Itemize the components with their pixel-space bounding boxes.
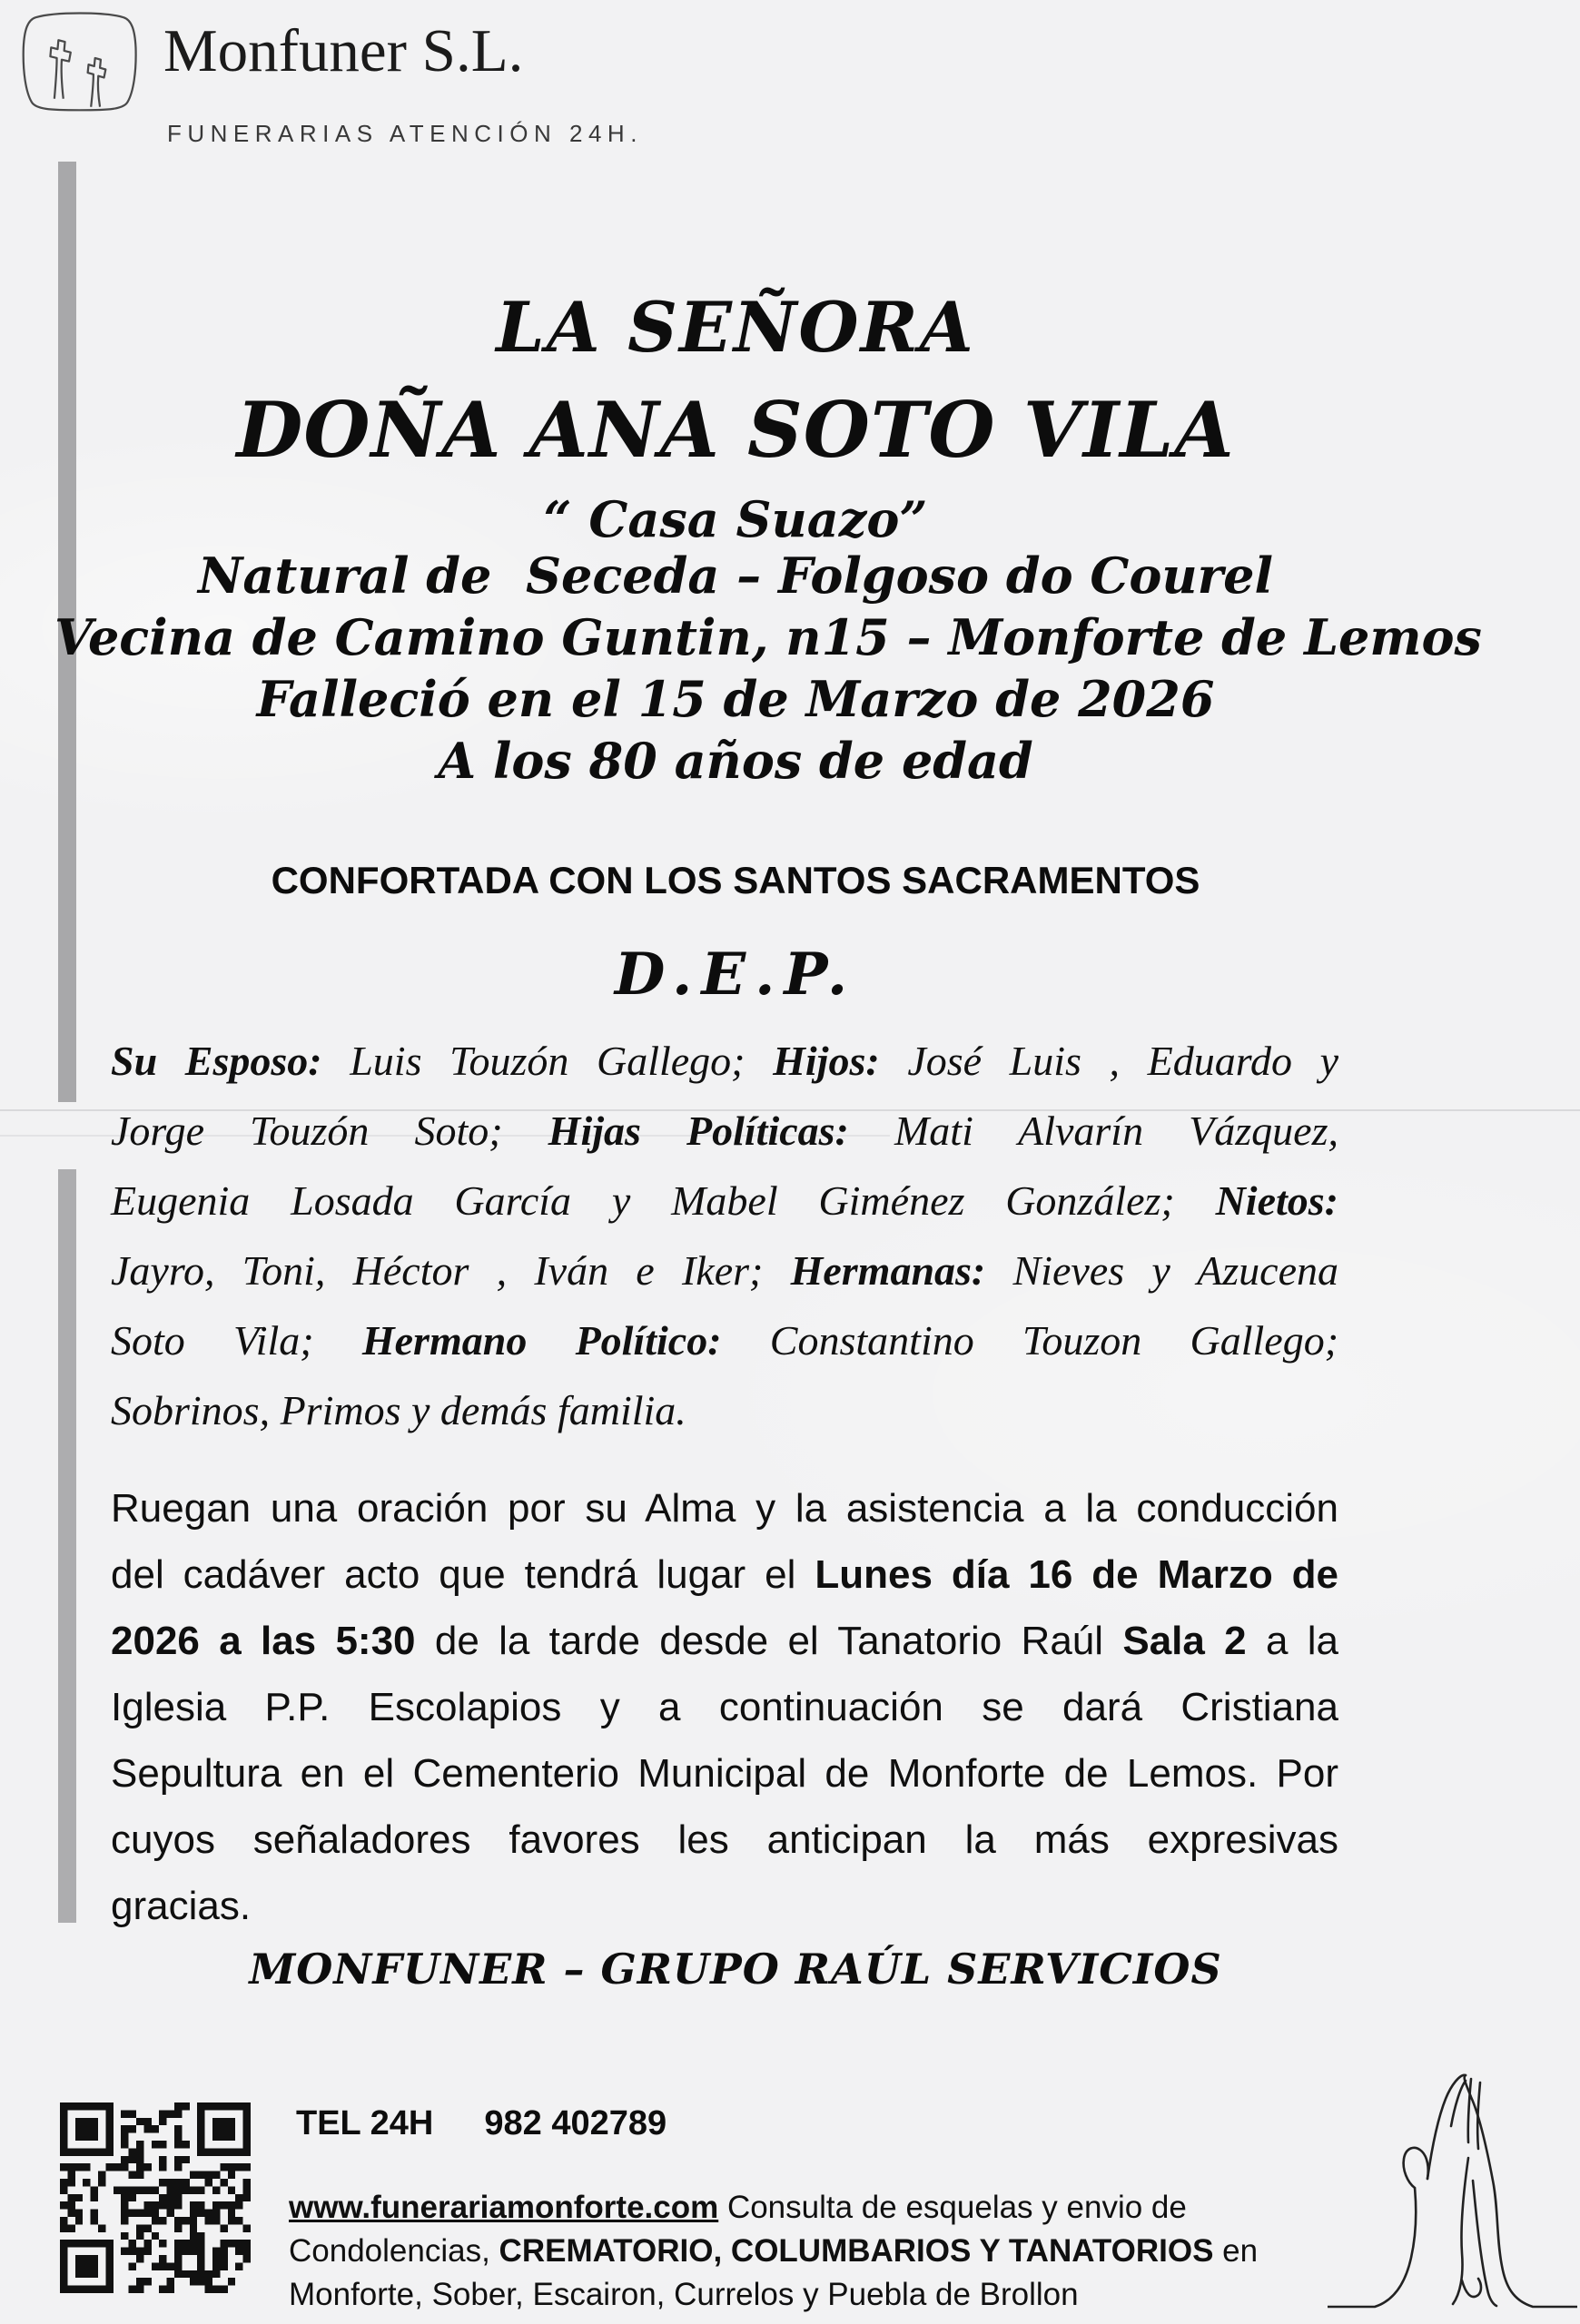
text-run: Lunes día 16 de Marzo de <box>815 1552 1339 1597</box>
text-run: Nieves y Azucena <box>1012 1247 1338 1294</box>
text-run: Jayro, Toni, Héctor , Iván e Iker; <box>111 1247 791 1294</box>
text-run: Iglesia P.P. Escolapios y a continuación se dará Cristiana <box>111 1685 1338 1729</box>
text-line <box>111 1873 1338 1939</box>
text-run: Sala 2 <box>1122 1619 1247 1663</box>
death-date-line: Falleció en el 15 de Marzo de 2026 <box>256 670 1215 728</box>
text-run: Condolencias, <box>289 2233 499 2269</box>
text-run: Hijos: <box>773 1038 908 1084</box>
rip-line: D.E.P. <box>614 940 857 1009</box>
sacraments-line: CONFORTADA CON LOS SANTOS SACRAMENTOS <box>271 859 1200 901</box>
brand-tagline: FUNERARIAS ATENCIÓN 24H. <box>167 120 643 147</box>
text-run: cuyos señaladores favores les anticipan la más expresivas <box>111 1817 1338 1862</box>
text-line <box>111 1375 1338 1445</box>
text-run: Sobrinos, Primos y demás familia. <box>111 1387 686 1433</box>
announcement-paragraph <box>111 1475 1338 1939</box>
text-run: Mati Alvarín Vázquez, <box>894 1108 1338 1154</box>
text-line <box>111 1475 1338 1541</box>
text-run: Constantino Touzon Gallego; <box>769 1317 1339 1364</box>
text-run: Ruegan una oración por su Alma y la asistencia a la conducción <box>111 1486 1338 1531</box>
honorific-line: LA SEÑORA <box>496 287 975 368</box>
brand-name: Monfuner S.L. <box>163 17 524 84</box>
text-line <box>289 2186 1351 2230</box>
text-run: del cadáver acto que tendrá lugar el <box>111 1552 815 1597</box>
text-run: Su Esposo: <box>111 1038 351 1084</box>
text-line <box>111 1236 1338 1305</box>
signature-line: MONFUNER – GRUPO RAÚL SERVICIOS <box>249 1945 1222 1994</box>
text-run: Soto Vila; <box>111 1317 362 1364</box>
text-run: José Luis , Eduardo y <box>907 1038 1339 1084</box>
services-paragraph <box>289 2186 1351 2317</box>
text-line <box>111 1166 1338 1236</box>
text-run: CREMATORIO, COLUMBARIOS Y TANATORIOS <box>499 2233 1214 2269</box>
text-run: www.funerariamonforte.com <box>289 2190 719 2225</box>
residence-line: Vecina de Camino Guntin, n15 – Monforte de Lemos <box>54 608 1482 666</box>
text-line <box>111 1026 1338 1096</box>
scan-artifact-bar <box>58 1169 76 1923</box>
qr-code-icon <box>60 2102 251 2293</box>
text-line <box>111 1608 1338 1674</box>
tel-number: 982 402789 <box>484 2104 667 2142</box>
text-run: Jorge Touzón Soto; <box>111 1108 548 1154</box>
tel-label: TEL 24H <box>296 2104 434 2142</box>
castle-towers-icon <box>7 11 154 113</box>
text-line <box>111 1096 1338 1166</box>
phone-line <box>296 2104 667 2143</box>
text-line <box>289 2230 1351 2273</box>
text-run: Nietos: <box>1215 1177 1338 1224</box>
text-line <box>111 1305 1338 1375</box>
family-paragraph <box>111 1026 1338 1445</box>
text-run: Monforte, Sober, Escairon, Currelos y Puebla de Brollon <box>289 2277 1079 2312</box>
text-line <box>111 1807 1338 1873</box>
praying-hands-icon <box>1328 2072 1577 2317</box>
text-run: Eugenia Losada García y Mabel Giménez González; <box>111 1177 1216 1224</box>
text-line <box>111 1541 1338 1608</box>
text-run: gracias. <box>111 1884 252 1928</box>
text-line <box>289 2273 1351 2317</box>
text-run: 2026 a las 5:30 <box>111 1619 416 1663</box>
text-run: Hermanas: <box>790 1247 1013 1294</box>
text-run: en <box>1213 2233 1259 2269</box>
origin-line: Natural de Seceda – Folgoso do Courel <box>197 547 1274 605</box>
text-run: Consulta de esquelas y envio de <box>718 2190 1187 2225</box>
text-line <box>111 1740 1338 1807</box>
text-run: Hijas Políticas: <box>548 1108 894 1154</box>
deceased-name: DOÑA ANA SOTO VILA <box>236 385 1235 475</box>
age-line: A los 80 años de edad <box>438 732 1033 790</box>
text-run: Sepultura en el Cementerio Municipal de Monforte de Lemos. Por <box>111 1751 1338 1796</box>
text-run: de la tarde desde el Tanatorio Raúl <box>415 1619 1123 1663</box>
text-run: Hermano Político: <box>361 1317 770 1364</box>
text-line <box>111 1674 1338 1740</box>
text-run: a la <box>1246 1619 1338 1663</box>
text-run: Luis Touzón Gallego; <box>350 1038 774 1084</box>
house-name-line: “ Casa Suazo” <box>543 490 928 548</box>
